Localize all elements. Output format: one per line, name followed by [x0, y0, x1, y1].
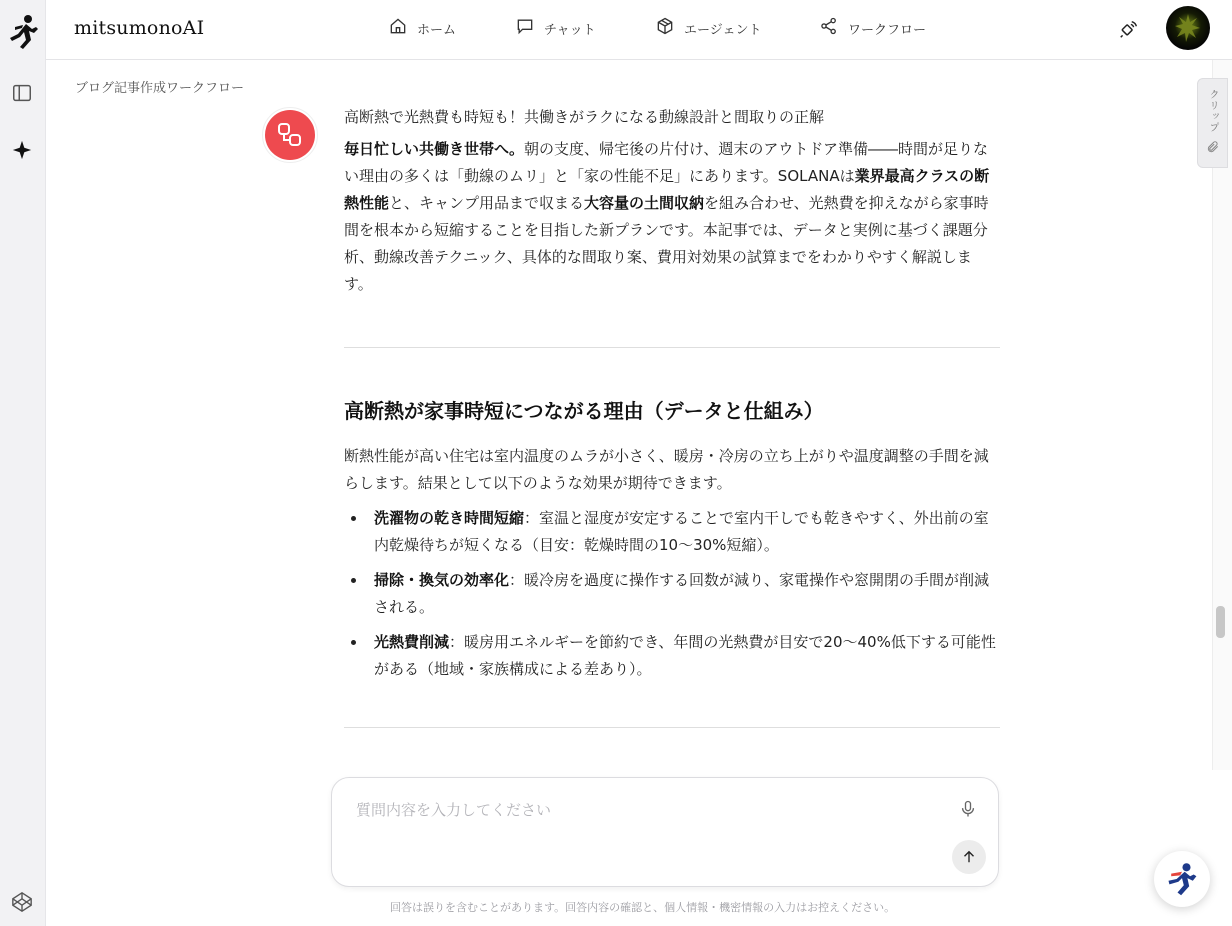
left-rail — [0, 0, 46, 926]
divider — [344, 727, 1000, 728]
clip-tab-label: クリップ — [1207, 88, 1218, 133]
breadcrumb[interactable]: ブログ記事作成ワークフロー — [75, 81, 245, 96]
runner-logo-icon[interactable] — [6, 14, 40, 50]
nav-chat[interactable] — [515, 17, 596, 39]
list-item — [344, 567, 1000, 621]
divider — [344, 347, 1000, 348]
nav-home-label: ホーム — [417, 22, 457, 38]
bullet-text: ：室温と湿度が安定することで室内干しでも乾きやすく、外出前の室内乾燥待ちが短くなる（目安：乾燥時間の10〜30%短縮）。 — [374, 509, 989, 554]
workflow-nodes-icon — [265, 110, 315, 160]
user-avatar[interactable] — [1166, 6, 1210, 50]
microphone-icon[interactable] — [956, 796, 980, 822]
bullet-list — [344, 505, 1000, 683]
intro-text-1: 朝の支度、帰宅後の片付け、週末のアウトドア準備――時間が足りない理由の多くは「動線のムリ」と「家の性能不足」にあります。SOLANAは — [344, 140, 988, 185]
list-item — [344, 629, 1000, 683]
list-item — [344, 505, 1000, 559]
bullet-bold: 掃除・換気の効率化 — [374, 571, 510, 589]
codepen-icon[interactable] — [9, 889, 35, 915]
scrollbar-thumb[interactable] — [1216, 606, 1225, 638]
bullet-bold: 光熱費削減 — [374, 633, 450, 651]
message-input[interactable]: 質問内容を入力してください — [356, 801, 552, 819]
box-icon — [655, 16, 675, 40]
chat-icon — [515, 16, 535, 40]
nav-agent-label: エージェント — [684, 22, 762, 38]
disclaimer-label: 回答は誤りを含むことがあります。回答内容の確認と、個人情報・機密情報の入力はお控えください。 — [390, 901, 896, 914]
help-fab-button[interactable] — [1154, 851, 1210, 907]
top-header — [46, 0, 1232, 60]
home-icon — [388, 16, 408, 40]
assistant-message — [344, 106, 1000, 728]
send-button[interactable] — [952, 840, 986, 874]
nav-workflow-label: ワークフロー — [848, 22, 927, 38]
bullet-text: ：暖冷房を過度に操作する回数が減り、家電操作や窓開閉の手間が削減される。 — [374, 571, 990, 616]
nav-chat-label: チャット — [544, 22, 596, 38]
article-title: 高断熱で光熱費も時短も！共働きがラクになる動線設計と間取りの正解 — [344, 108, 825, 126]
section-heading: 高断熱が家事時短につながる理由（データと仕組み） — [344, 399, 824, 423]
assistant-avatar — [262, 107, 318, 163]
message-composer[interactable] — [331, 777, 999, 887]
brand-name[interactable]: mitsumonoAI — [74, 17, 205, 39]
bullet-bold: 洗濯物の乾き時間短縮 — [374, 509, 525, 527]
intro-lead: 毎日忙しい共働き世帯へ。 — [344, 140, 525, 158]
arrow-up-icon — [960, 848, 978, 866]
intro-text-3: を組み合わせ、光熱費を抑えながら家事時間を根本から短縮することを目指した新プランです。本記事では、データと実例に基づく課題分析、動線改善テクニック、具体的な間取り案、費用対効果の試算までをわかりやすく解説します。 — [344, 194, 989, 293]
intro-paragraph — [344, 136, 1000, 298]
satellite-icon[interactable] — [1117, 17, 1141, 41]
paperclip-icon — [1206, 139, 1220, 158]
sidebar-toggle-icon[interactable] — [9, 80, 35, 106]
nav-agent[interactable] — [655, 17, 761, 39]
share-icon — [819, 16, 839, 40]
intro-bold-3: 大容量の土間収納 — [584, 194, 705, 212]
bullet-text: ：暖房用エネルギーを節約でき、年間の光熱費が目安で20〜40%低下する可能性がある（地域・家族構成による差あり）。 — [374, 633, 996, 678]
nav-home[interactable] — [388, 17, 456, 39]
intro-text-2: と、キャンプ用品まで収まる — [389, 194, 585, 212]
intro-bold-2: 業界最高クラスの断熱性能 — [344, 167, 990, 212]
clip-tab[interactable] — [1197, 78, 1228, 168]
sparkle-icon[interactable] — [9, 137, 35, 163]
nav-workflow[interactable] — [819, 17, 926, 39]
runner-mascot-icon — [1164, 861, 1200, 897]
section-paragraph: 断熱性能が高い住宅は室内温度のムラが小さく、暖房・冷房の立ち上がりや温度調整の手間を減らします。結果として以下のような効果が期待できます。 — [344, 447, 989, 492]
